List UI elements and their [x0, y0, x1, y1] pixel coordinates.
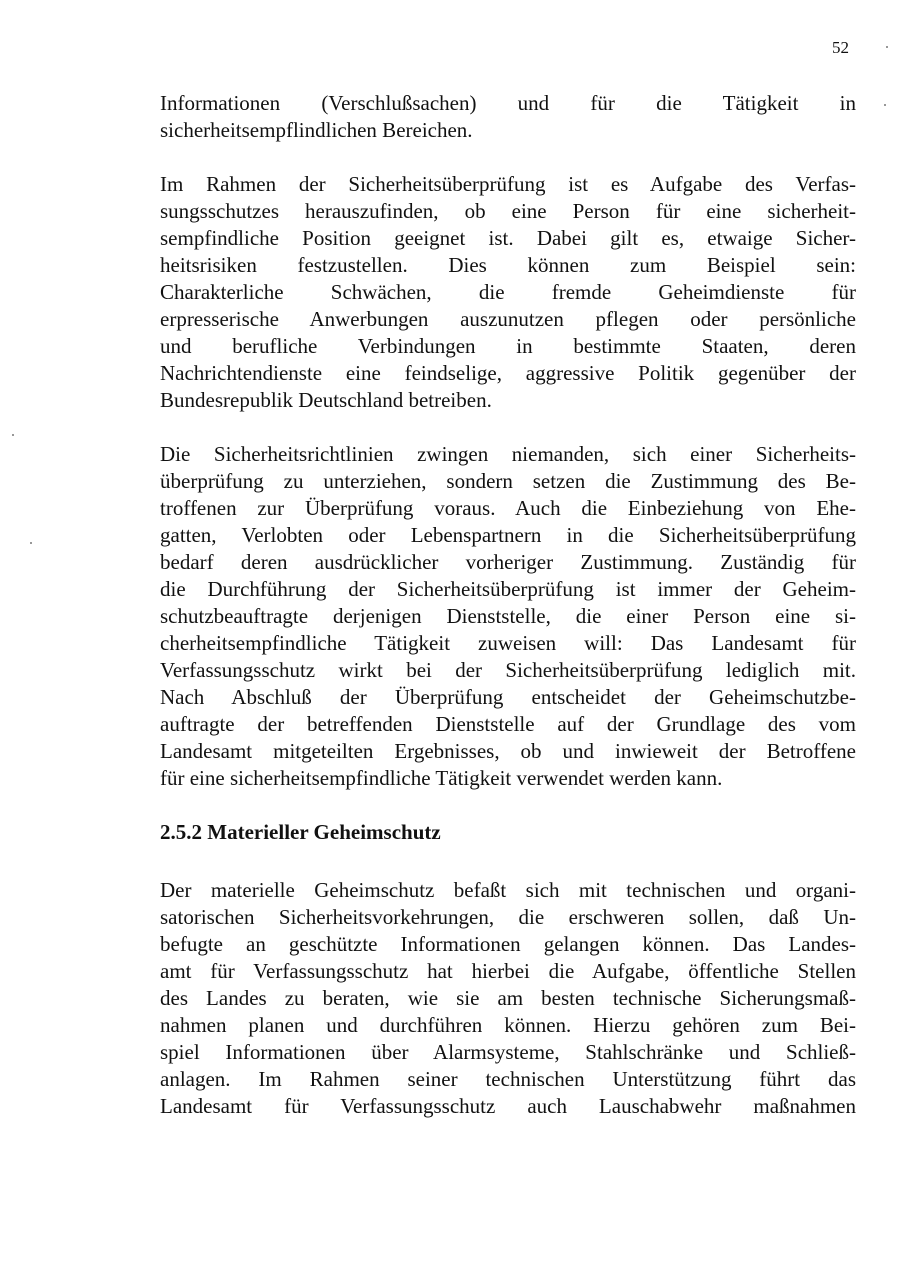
- text-line: Landesamt mitgeteilten Ergebnisses, ob und inwieweit der Betroffene: [160, 739, 856, 763]
- text-line: gatten, Verlobten oder Lebenspartnern in die Sicherheitsüberprüfung: [160, 523, 856, 547]
- page-body: [160, 90, 856, 1147]
- text-line: befugte an geschützte Informationen gelangen können. Das Landes-: [160, 932, 856, 956]
- text-line: Im Rahmen der Sicherheitsüberprüfung ist es Aufgabe des Verfas-: [160, 172, 856, 196]
- text-line: cherheitsempfindliche Tätigkeit zuweisen will: Das Landesamt für: [160, 631, 856, 655]
- text-line: Nachrichtendienste eine feindselige, aggressive Politik gegenüber der: [160, 361, 856, 385]
- scan-speck: [886, 46, 888, 48]
- text-line: auftragte der betreffenden Dienststelle auf der Grundlage des vom: [160, 712, 856, 736]
- text-line: satorischen Sicherheitsvorkehrungen, die erschweren sollen, daß Un-: [160, 905, 856, 929]
- text-line: amt für Verfassungsschutz hat hierbei die Aufgabe, öffentliche Stellen: [160, 959, 856, 983]
- scan-speck: [884, 104, 886, 106]
- text-line: bedarf deren ausdrücklicher vorheriger Zustimmung. Zuständig für: [160, 550, 856, 574]
- text-line: Landesamt für Verfassungsschutz auch Lauschabwehr maßnahmen: [160, 1094, 856, 1118]
- text-line: schutzbeauftragte derjenigen Dienststelle, die einer Person eine si-: [160, 604, 856, 628]
- text-line: nahmen planen und durchführen können. Hierzu gehören zum Bei-: [160, 1013, 856, 1037]
- text-line: heitsrisiken festzustellen. Dies können zum Beispiel sein:: [160, 253, 856, 277]
- text-line: Nach Abschluß der Überprüfung entscheidet der Geheimschutzbe-: [160, 685, 856, 709]
- paragraph-2: [160, 171, 856, 414]
- scan-speck: [30, 542, 32, 544]
- text-line: für eine sicherheitsempfindliche Tätigkeit verwendet werden kann.: [160, 766, 723, 790]
- text-line: spiel Informationen über Alarmsysteme, Stahlschränke und Schließ-: [160, 1040, 856, 1064]
- paragraph-3: [160, 441, 856, 792]
- text-line: Charakterliche Schwächen, die fremde Geheimdienste für: [160, 280, 856, 304]
- text-line: sempfindliche Position geeignet ist. Dabei gilt es, etwaige Sicher-: [160, 226, 856, 250]
- text-line: Bundesrepublik Deutschland betreiben.: [160, 388, 492, 412]
- text-line: die Durchführung der Sicherheitsüberprüfung ist immer der Geheim-: [160, 577, 856, 601]
- scan-speck: [12, 434, 14, 436]
- text-line: erpresserische Anwerbungen auszunutzen pflegen oder persönliche: [160, 307, 856, 331]
- text-line: Die Sicherheitsrichtlinien zwingen niemanden, sich einer Sicherheits-: [160, 442, 856, 466]
- text-line: sicherheitsempflindlichen Bereichen.: [160, 118, 473, 142]
- text-line: Informationen (Verschlußsachen) und für die Tätigkeit in: [160, 91, 856, 115]
- section-heading: 2.5.2 Materieller Geheimschutz: [160, 820, 441, 844]
- text-line: Der materielle Geheimschutz befaßt sich mit technischen und organi-: [160, 878, 856, 902]
- text-line: Verfassungsschutz wirkt bei der Sicherheitsüberprüfung lediglich mit.: [160, 658, 856, 682]
- paragraph-4: [160, 877, 856, 1120]
- text-line: sungsschutzes herauszufinden, ob eine Person für eine sicherheit-: [160, 199, 856, 223]
- text-line: troffenen zur Überprüfung voraus. Auch die Einbeziehung von Ehe-: [160, 496, 856, 520]
- text-line: des Landes zu beraten, wie sie am besten technische Sicherungsmaß-: [160, 986, 856, 1010]
- text-line: anlagen. Im Rahmen seiner technischen Unterstützung führt das: [160, 1067, 856, 1091]
- page-number: 52: [832, 38, 849, 57]
- text-line: überprüfung zu unterziehen, sondern setzen die Zustimmung des Be-: [160, 469, 856, 493]
- text-line: und berufliche Verbindungen in bestimmte Staaten, deren: [160, 334, 856, 358]
- paragraph-1: [160, 90, 856, 144]
